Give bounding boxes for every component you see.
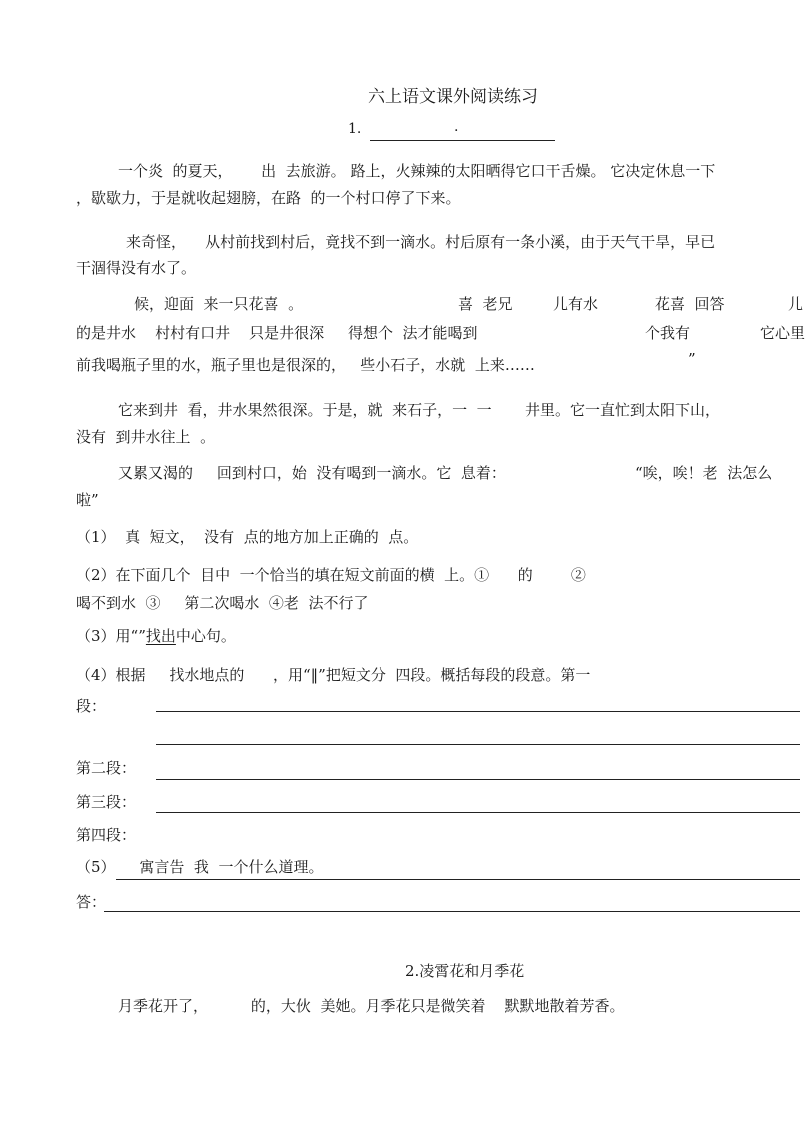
paragraph-text: 候，迎面 来一只花喜 。: [134, 295, 304, 313]
question-3-suffix: 中心句。: [175, 627, 236, 645]
paragraph-text: 花喜 回答: [655, 295, 725, 313]
paragraph-text: 个我有: [645, 324, 691, 342]
paragraph-text: 一个炎 的夏天， 出 去旅游。 路上，火辣辣的太阳晒得它口干舌燥。 它决定休息一下: [118, 162, 716, 180]
section1-number: 1.: [348, 121, 362, 137]
title-blank-line: [370, 140, 555, 141]
question-2: （2）在下面几个 目中 一个恰当的填在短文前面的横 上。① 的 ②: [76, 566, 586, 584]
question-2-options: 喝不到水 ③ 第二次喝水 ④老 法不行了: [76, 594, 369, 612]
paragraph-text: “唉，唉！老 法怎么: [635, 464, 773, 482]
section2-title: 2.凌霄花和月季花: [405, 962, 525, 980]
paragraph-text: 来奇怪， 从村前找到村后，竟找不到一滴水。村后原有一条小溪，由于天气干旱，早已: [126, 233, 716, 251]
paragraph-text: 的是井水 村村有口井 只是井很深 得想个 法才能喝到: [76, 324, 478, 342]
answer-label-para4: 第四段：: [76, 826, 137, 844]
title-dot: .: [454, 119, 459, 135]
question-3-prefix: （3）用“”: [76, 627, 146, 645]
paragraph-text: 它来到井 看，井水果然很深。于是，就 来石子，一 一 井里。它一直忙到太阳下山，: [118, 401, 720, 419]
answer-label-para3: 第三段：: [76, 793, 137, 811]
answer-line[interactable]: [156, 711, 800, 712]
paragraph-text: 啦”: [76, 491, 99, 509]
question-4: （4）根据 找水地点的 ，用“‖”把短文分 四段。概括每段的段意。第一: [76, 666, 591, 684]
answer-line[interactable]: [156, 812, 800, 813]
answer-line[interactable]: [104, 911, 800, 912]
paragraph-text: ，歇歇力，于是就收起翅膀，在路 的一个村口停了下来。: [76, 189, 461, 207]
answer-line[interactable]: [156, 779, 800, 780]
paragraph-text: ”: [688, 350, 696, 368]
paragraph-text: 儿: [788, 295, 804, 313]
answer-label-para2: 第二段：: [76, 759, 137, 777]
paragraph-text: 儿有水: [553, 295, 599, 313]
question-3: [76, 629, 236, 644]
question-1: （1） 真 短文， 没有 点的地方加上正确的 点。: [76, 528, 419, 546]
answer-line[interactable]: [116, 879, 800, 880]
paragraph-text: 没有 到井水往上 。: [76, 428, 216, 446]
answer-label-para1: 段：: [76, 697, 107, 715]
answer-label: 答：: [76, 893, 107, 911]
paragraph-text: 前我喝瓶子里的水，瓶子里也是很深的， 些小石子，水就 上来……: [76, 356, 535, 374]
paragraph-text: 又累又渴的 回到村口，始 没有喝到一滴水。它 息着：: [118, 464, 506, 482]
question-3-underlined: 找出: [145, 627, 176, 645]
paragraph-text: 干涸得没有水了。: [76, 259, 197, 277]
paragraph-text: 喜 老兄: [458, 295, 513, 313]
paragraph-text: 月季花开了， 的，大伙 美她。月季花只是微笑着 默默地散着芳香。: [118, 997, 625, 1015]
question-5: （5） 寓言告 我 一个什么道理。: [76, 858, 324, 876]
answer-line[interactable]: [156, 744, 800, 745]
document-title: 六上语文课外阅读练习: [368, 87, 538, 107]
paragraph-text: 它心里: [760, 324, 805, 342]
